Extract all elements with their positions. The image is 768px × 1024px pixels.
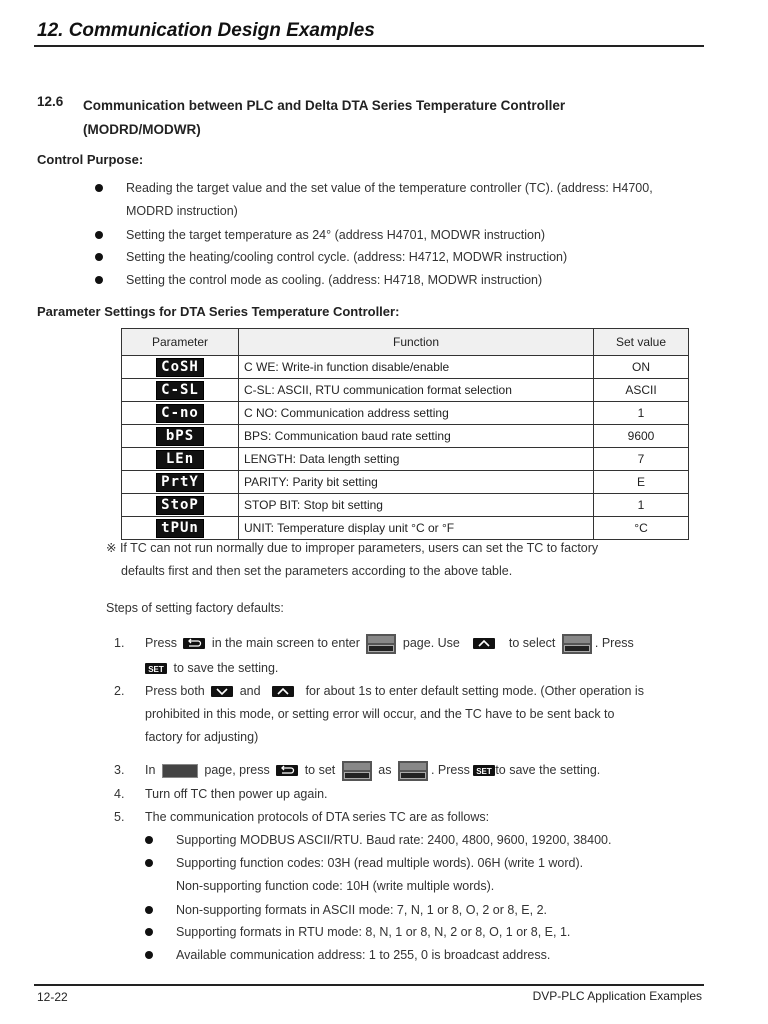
return-key-icon	[276, 765, 298, 776]
set-value-cell: 7	[594, 448, 689, 471]
lcd-display-icon: tPUn	[156, 519, 204, 538]
step-number: 5.	[114, 810, 125, 824]
page-number: 12-22	[37, 990, 68, 1004]
svg-text:SET: SET	[476, 767, 493, 777]
table-row	[122, 402, 689, 425]
step-text: to select	[508, 636, 556, 650]
up-key-icon	[473, 638, 495, 649]
return-key-icon	[183, 638, 205, 649]
table-row	[122, 494, 689, 517]
bullet-icon	[145, 859, 153, 867]
lock-page-lcd-icon	[366, 634, 396, 654]
protocol-text: Available communication address: 1 to 255, 0 is broadcast address.	[176, 948, 551, 962]
step-text: . Press	[430, 763, 470, 777]
protocol-text: Supporting formats in RTU mode: 8, N, 1 or 8, N, 2 or 8, O, 1 or 8, E, 1.	[176, 925, 571, 939]
function-cell: STOP BIT: Stop bit setting	[239, 494, 594, 517]
protocol-text: Supporting MODBUS ASCII/RTU. Baud rate: 2400, 4800, 9600, 19200, 38400.	[176, 833, 612, 847]
up-key-icon	[272, 686, 294, 697]
set-value-cell: ASCII	[594, 379, 689, 402]
lock-page-lcd-icon	[162, 764, 198, 778]
protocol-text: Supporting function codes: 03H (read multiple words). 06H (write 1 word).	[176, 856, 584, 870]
lcd-display-icon: C-no	[156, 404, 204, 423]
step-text: to set	[304, 763, 336, 777]
step-number: 3.	[114, 763, 125, 777]
set-value-cell: ON	[594, 356, 689, 379]
step-text: Press both	[145, 684, 205, 698]
column-header-function: Function	[239, 329, 594, 356]
lcd-display-icon: StoP	[156, 496, 204, 515]
purpose-text: Setting the heating/cooling control cycle. (address: H4712, MODWR instruction)	[126, 250, 568, 264]
bullet-icon	[95, 231, 103, 239]
step-text: in the main screen to enter	[211, 636, 360, 650]
steps-intro: Steps of setting factory defaults:	[106, 601, 284, 615]
section-number: 12.6	[37, 94, 64, 109]
step-text: to save the setting.	[173, 661, 279, 675]
step-number: 4.	[114, 787, 125, 801]
set-value-cell: 1	[594, 402, 689, 425]
column-header-parameter: Parameter	[122, 329, 239, 356]
table-row	[122, 379, 689, 402]
set-value-cell: °C	[594, 517, 689, 540]
bullet-icon	[95, 253, 103, 261]
note-text-line-1: ※ If TC can not run normally due to improper parameters, users can set the TC to factory	[106, 541, 599, 555]
step-text: In	[145, 763, 156, 777]
bullet-icon	[95, 184, 103, 192]
set-value-cell: 1	[594, 494, 689, 517]
parameter-settings-heading: Parameter Settings for DTA Series Temperature Controller:	[37, 304, 400, 319]
function-cell: PARITY: Parity bit setting	[239, 471, 594, 494]
step-text: . Press	[594, 636, 634, 650]
column-header-set-value: Set value	[594, 329, 689, 356]
step-text: to save the setting.	[495, 763, 601, 777]
lcd-display-icon: C-SL	[156, 381, 204, 400]
bullet-icon	[95, 276, 103, 284]
header-divider	[34, 45, 704, 47]
section-title: Communication between PLC and Delta DTA Series Temperature Controller (MODRD/MODWR)	[83, 98, 566, 137]
bullet-icon	[145, 906, 153, 914]
pass-1357-lcd-icon	[342, 761, 372, 781]
down-key-icon	[211, 686, 233, 697]
lcd-display-icon: LEn	[156, 450, 204, 469]
svg-text:SET: SET	[148, 665, 164, 675]
step-text: page. Use	[402, 636, 460, 650]
lock-select-lcd-icon	[562, 634, 592, 654]
step-text: Press	[145, 636, 177, 650]
bullet-icon	[145, 836, 153, 844]
function-cell: BPS: Communication baud rate setting	[239, 425, 594, 448]
function-cell: C WE: Write-in function disable/enable	[239, 356, 594, 379]
set-value-cell: 9600	[594, 425, 689, 448]
footer-title: DVP-PLC Application Examples	[532, 989, 702, 1003]
table-row	[122, 448, 689, 471]
step-2-line-3: factory for adjusting)	[145, 730, 259, 744]
step-number: 1.	[114, 636, 125, 650]
table-row	[122, 471, 689, 494]
function-cell: C-SL: ASCII, RTU communication format selection	[239, 379, 594, 402]
set-value-cell: E	[594, 471, 689, 494]
table-row	[122, 356, 689, 379]
lcd-display-icon: CoSH	[156, 358, 204, 377]
purpose-text: Setting the target temperature as 24° (address H4701, MODWR instruction)	[126, 228, 546, 242]
control-purpose-heading: Control Purpose:	[37, 152, 144, 167]
set-key-icon	[145, 663, 167, 674]
step-text: for about 1s to enter default setting mode. (Other operation is	[305, 684, 644, 698]
set-key-icon	[473, 765, 495, 776]
parameter-table	[121, 328, 689, 540]
function-cell: UNIT: Temperature display unit °C or °F	[239, 517, 594, 540]
note-text-line-2: defaults first and then set the parameters according to the above table.	[121, 564, 513, 578]
bullet-icon	[145, 951, 153, 959]
step-2-line-2: prohibited in this mode, or setting error will occur, and the TC have to be sent back to	[145, 707, 615, 721]
step-text: Turn off TC then power up again.	[145, 787, 328, 801]
step-text: The communication protocols of DTA series TC are as follows:	[145, 810, 490, 824]
step-number: 2.	[114, 684, 125, 698]
purpose-text: Setting the control mode as cooling. (address: H4718, MODWR instruction)	[126, 273, 543, 287]
bullet-icon	[145, 928, 153, 936]
table-row	[122, 425, 689, 448]
page-header-title: 12. Communication Design Examples	[37, 20, 375, 41]
lcd-display-icon: PrtY	[156, 473, 204, 492]
protocol-text: Non-supporting formats in ASCII mode: 7, N, 1 or 8, O, 2 or 8, E, 2.	[176, 903, 548, 917]
step-1-continued	[145, 657, 278, 680]
table-header-row	[122, 329, 689, 356]
protocol-subline: Non-supporting function code: 10H (write multiple words).	[176, 879, 495, 893]
step-text: page, press	[204, 763, 270, 777]
step-text: as	[378, 763, 392, 777]
lcd-display-icon: bPS	[156, 427, 204, 446]
function-cell: LENGTH: Data length setting	[239, 448, 594, 471]
footer-divider	[34, 984, 704, 986]
pass-1357-set-lcd-icon	[398, 761, 428, 781]
function-cell: C NO: Communication address setting	[239, 402, 594, 425]
step-text: and	[239, 684, 261, 698]
purpose-text: Reading the target value and the set value of the temperature controller (TC). (address: H4700, MODRD instruction)	[126, 181, 653, 218]
